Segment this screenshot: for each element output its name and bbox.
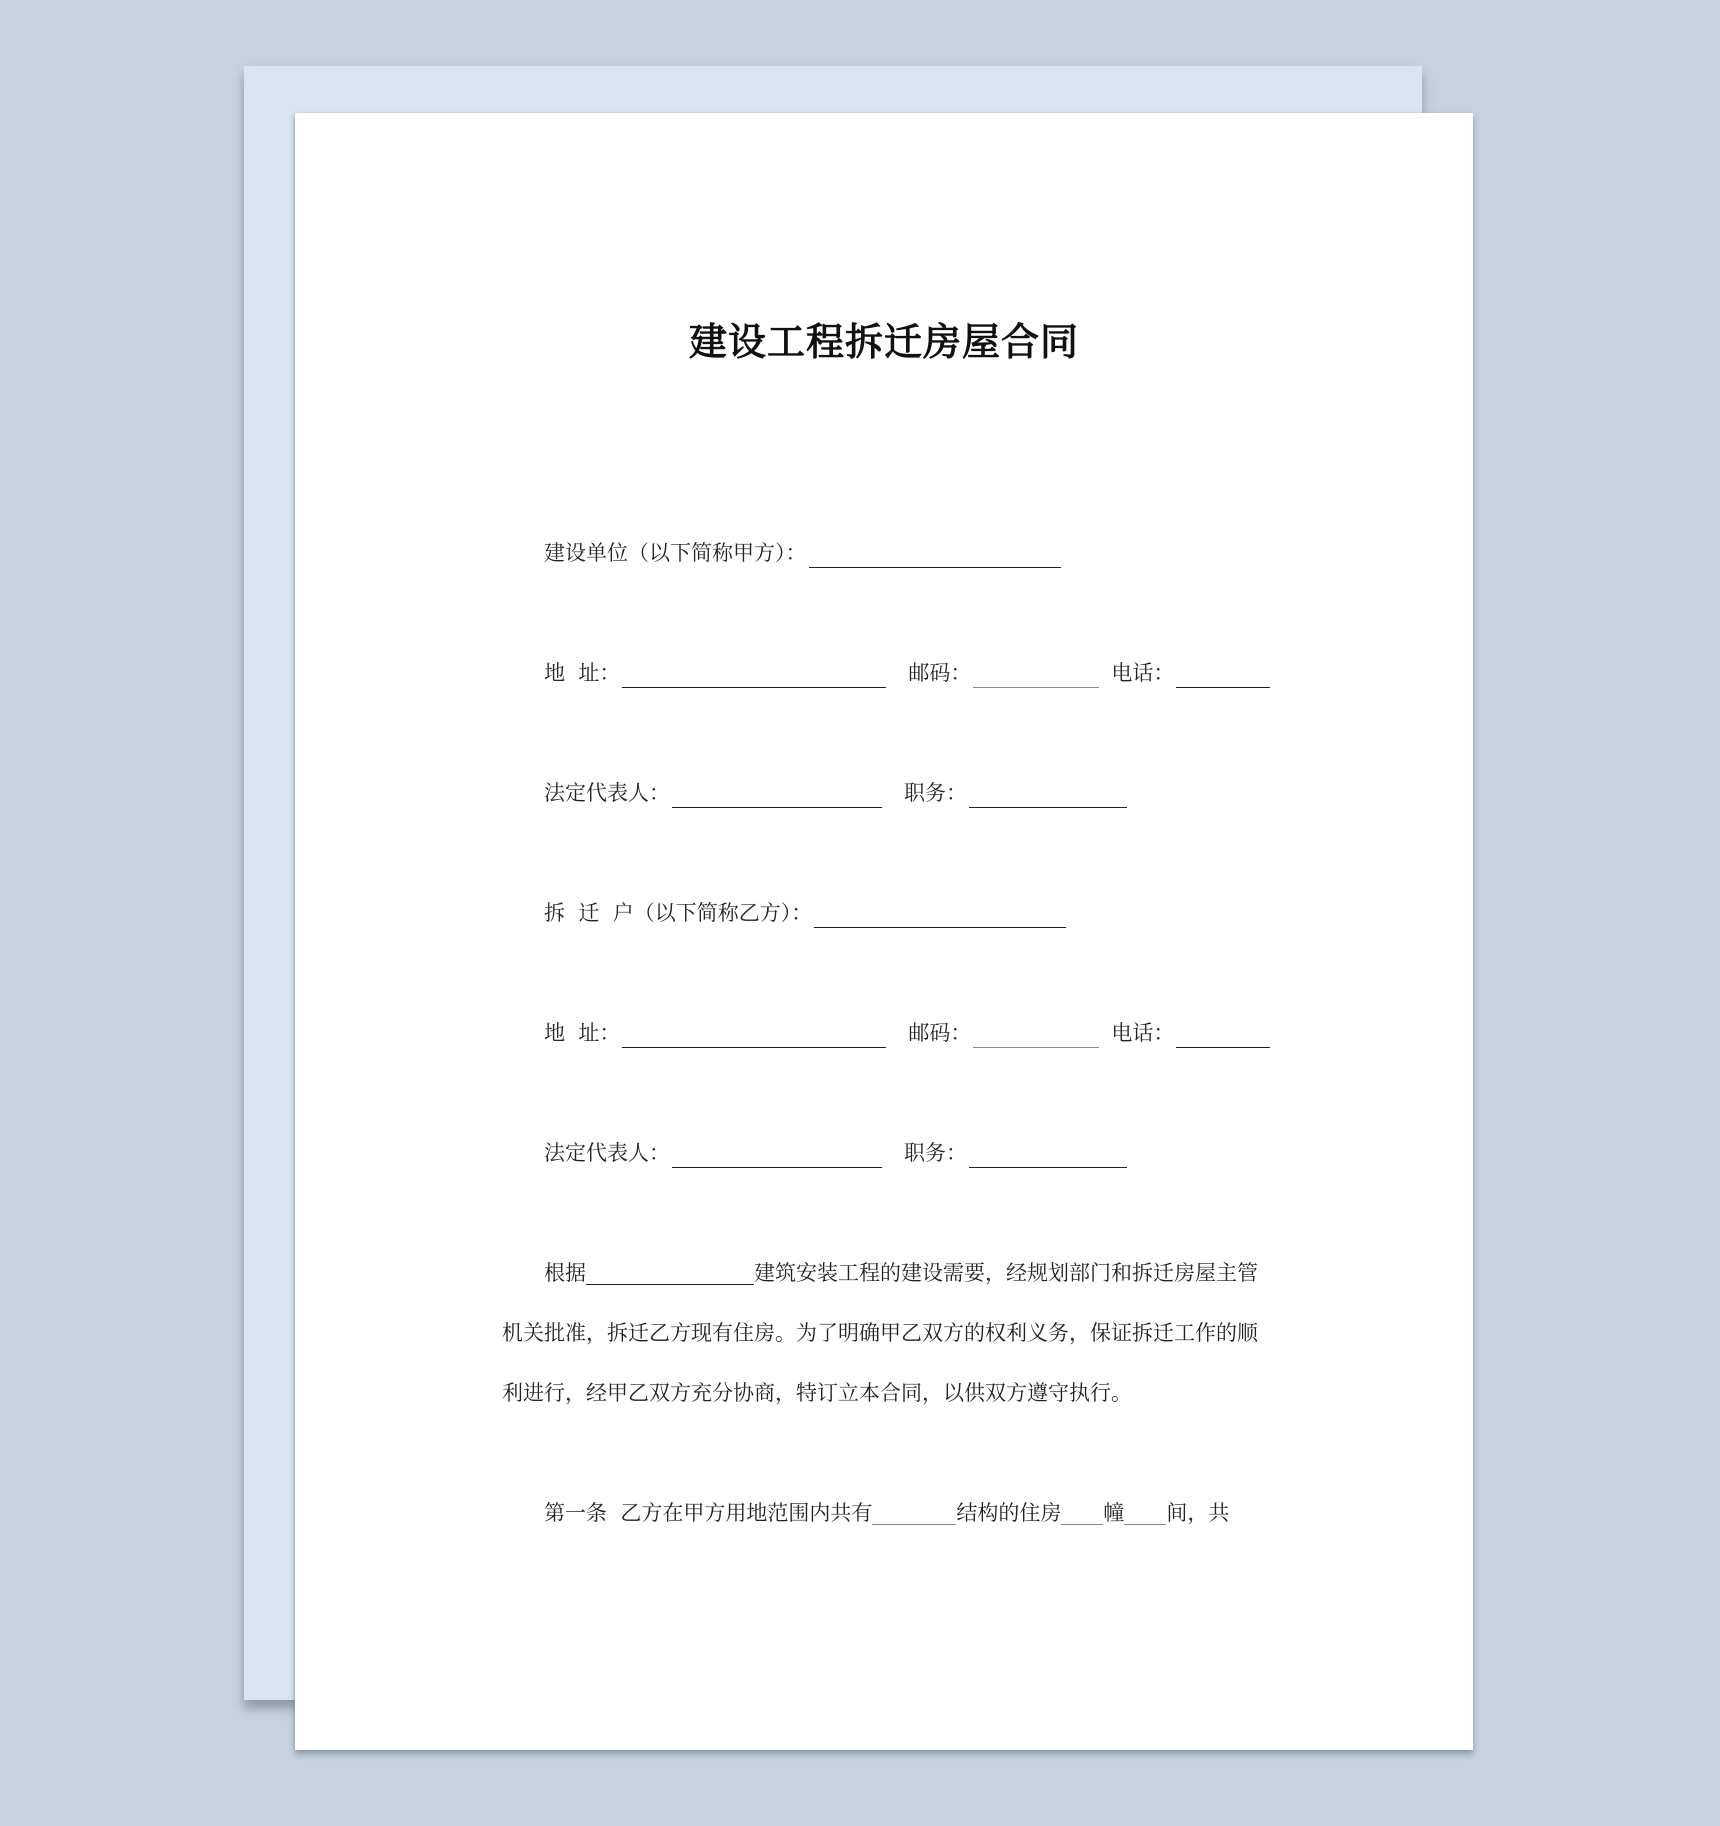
party-b-postcode-field[interactable] [973,1025,1099,1048]
party-a-rep-row [544,778,1129,808]
party-a-rep-field[interactable] [672,785,882,808]
party-b-phone-field[interactable] [1176,1025,1270,1048]
preamble-prefix: 根据 [544,1261,586,1285]
party-a-address-label: 地 址： [544,661,621,685]
party-a-rep-label: 法定代表人： [544,781,670,805]
party-b-rep-field[interactable] [672,1145,882,1168]
party-b-address-field[interactable] [622,1025,886,1048]
party-a-address-field[interactable] [622,665,886,688]
party-b-position-label: 职务： [904,1141,967,1165]
party-b-rep-row [544,1138,1129,1168]
party-a-address-row [544,658,1272,688]
contract-page [295,113,1473,1750]
party-a-phone-field[interactable] [1176,665,1270,688]
party-b-phone-label: 电话： [1111,1021,1175,1045]
document-title: 建设工程拆迁房屋合同 [688,320,1079,364]
article-1-text-4: 间，共 [1166,1501,1230,1525]
preamble-line-3: 利进行，经甲乙双方充分协商，特订立本合同，以供双方遵守执行。 [502,1381,1132,1405]
party-b-postcode-label: 邮码： [908,1021,972,1045]
preamble-line-1 [502,1243,1264,1303]
room-count-field[interactable] [1124,1502,1166,1525]
party-b-unit-row [544,898,1068,928]
structure-type-field[interactable] [872,1502,956,1525]
party-a-position-field[interactable] [969,785,1127,808]
article-1-text-3: 幢 [1103,1501,1125,1525]
party-a-unit-field[interactable] [809,545,1061,568]
party-a-postcode-field[interactable] [973,665,1099,688]
party-b-unit-label: 拆 迁 户（以下简称乙方）： [544,901,813,925]
party-b-position-field[interactable] [969,1145,1127,1168]
article-1 [502,1483,1264,1543]
article-1-text-1: 第一条 乙方在甲方用地范围内共有 [544,1501,873,1525]
party-a-unit-label: 建设单位（以下简称甲方）： [544,541,807,565]
party-a-postcode-label: 邮码： [908,661,972,685]
project-name-field[interactable] [586,1262,754,1285]
party-b-rep-label: 法定代表人： [544,1141,670,1165]
party-b-unit-field[interactable] [814,905,1066,928]
preamble-paragraph [502,1243,1264,1423]
party-a-phone-label: 电话： [1111,661,1175,685]
building-count-field[interactable] [1061,1502,1103,1525]
article-1-text-2: 结构的住房 [956,1501,1062,1525]
party-a-position-label: 职务： [904,781,967,805]
party-b-address-label: 地 址： [544,1021,621,1045]
party-b-address-row [544,1018,1272,1048]
article-1-line [502,1483,1264,1543]
preamble-line-2: 机关批准，拆迁乙方现有住房。为了明确甲乙双方的权利义务，保证拆迁工作的顺 [502,1321,1258,1345]
preamble-suffix: 建筑安装工程的建设需要，经规划部门和拆迁房屋主管 [754,1261,1258,1285]
party-a-unit-row [544,538,1063,568]
